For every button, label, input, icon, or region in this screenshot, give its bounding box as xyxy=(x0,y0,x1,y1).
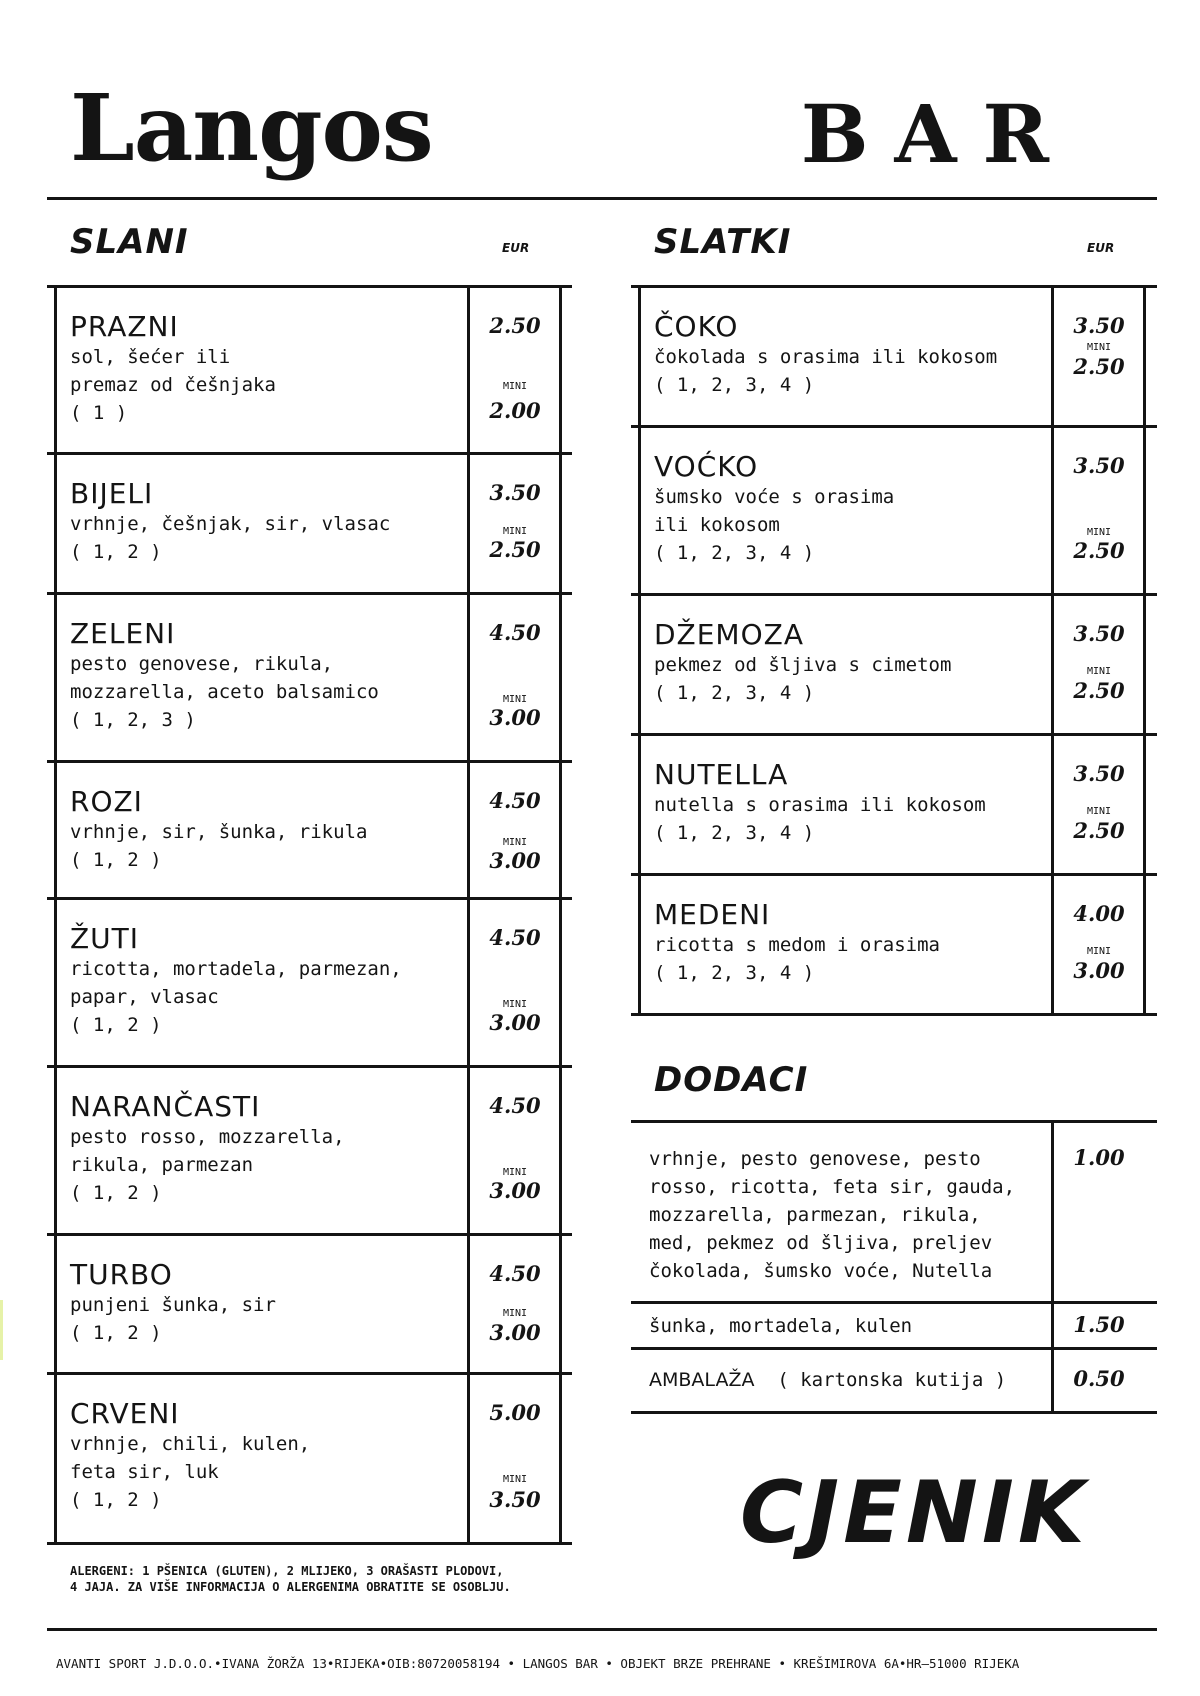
allergen-line-2: 4 JAJA. ZA VIŠE INFORMACIJA O ALERGENIMA OBRATITE SE OSOBLJU. xyxy=(70,1580,511,1594)
item-name: NUTELLA xyxy=(654,758,789,791)
dodaci-price: 1.50 xyxy=(1073,1312,1125,1337)
menu-item xyxy=(631,736,1157,876)
logo-bar: BAR xyxy=(800,87,1075,181)
menu-item xyxy=(47,763,572,900)
item-name: NARANČASTI xyxy=(70,1090,261,1123)
logo-langos: Langos xyxy=(70,74,433,182)
item-name: ROZI xyxy=(70,785,143,818)
item-price: 3.50 xyxy=(1073,621,1125,646)
item-price: 4.50 xyxy=(489,925,541,950)
item-description: sol, šećer ili premaz od češnjaka ( 1 ) xyxy=(70,346,276,424)
menu-item xyxy=(631,876,1157,1016)
dodaci-price: 0.50 xyxy=(1073,1366,1125,1391)
allergen-line-1: ALERGENI: 1 PŠENICA (GLUTEN), 2 MLIJEKO, 3 ORAŠASTI PLODOVI, xyxy=(70,1564,504,1578)
item-name: BIJELI xyxy=(70,477,154,510)
item-mini-price: 2.50 xyxy=(1073,678,1125,703)
item-description: punjeni šunka, sir ( 1, 2 ) xyxy=(70,1294,276,1344)
dodaci-ingredients: vrhnje, pesto genovese, pesto rosso, ricotta, feta sir, gauda, mozzarella, parmezan, rikula, med, pekmez od šljiva, preljev čokolada, šumsko voće, Nutella xyxy=(649,1148,1016,1282)
currency-label-slatki: EUR xyxy=(1087,241,1115,255)
item-price: 4.50 xyxy=(489,1093,541,1118)
menu-item xyxy=(47,1375,572,1545)
item-mini-label: MINI xyxy=(502,1308,528,1319)
item-mini-label: MINI xyxy=(502,837,528,848)
item-name: TURBO xyxy=(70,1258,173,1291)
item-mini-price: 3.00 xyxy=(1073,958,1125,983)
item-description: vrhnje, sir, šunka, rikula ( 1, 2 ) xyxy=(70,821,368,871)
menu-item xyxy=(631,428,1157,596)
item-description: pekmez od šljiva s cimetom ( 1, 2, 3, 4 ) xyxy=(654,654,952,704)
item-description: vrhnje, chili, kulen, feta sir, luk ( 1, 2 ) xyxy=(70,1433,311,1511)
dodaci-row xyxy=(631,1350,1157,1414)
menu-item xyxy=(47,455,572,595)
item-name: ŽUTI xyxy=(70,922,140,955)
dodaci-table xyxy=(631,1120,1157,1414)
footer-company-info: AVANTI SPORT J.D.O.O.•IVANA ŽORŽA 13•RIJEKA•OIB:80720058194 • LANGOS BAR • OBJEKT BRZE PREHRANE • KREŠIMIROVA 6A•HR—51000 RIJEKA xyxy=(56,1656,1020,1671)
item-price: 4.50 xyxy=(489,620,541,645)
item-price: 4.50 xyxy=(489,788,541,813)
top-divider xyxy=(47,197,1157,200)
item-price: 4.50 xyxy=(489,1261,541,1286)
item-mini-price: 3.50 xyxy=(489,1487,541,1512)
menu-item xyxy=(47,288,572,455)
item-name: CRVENI xyxy=(70,1397,180,1430)
packaging-label: AMBALAŽA xyxy=(649,1369,755,1391)
item-mini-label: MINI xyxy=(1086,342,1112,353)
item-mini-label: MINI xyxy=(502,381,528,392)
dodaci-price: 1.00 xyxy=(1073,1145,1125,1170)
item-price: 3.50 xyxy=(1073,313,1125,338)
item-mini-price: 3.00 xyxy=(489,848,541,873)
item-mini-price: 2.50 xyxy=(1073,354,1125,379)
section-title-slani: SLANI xyxy=(70,222,189,262)
item-mini-label: MINI xyxy=(1086,806,1112,817)
menu-item xyxy=(631,596,1157,736)
item-mini-label: MINI xyxy=(502,526,528,537)
item-mini-label: MINI xyxy=(1086,666,1112,677)
dodaci-ingredients: šunka, mortadela, kulen xyxy=(649,1315,913,1337)
item-price: 3.50 xyxy=(1073,761,1125,786)
menu-item xyxy=(47,595,572,763)
dodaci-packaging xyxy=(649,1366,1006,1394)
dodaci-row xyxy=(631,1123,1157,1304)
slani-table xyxy=(47,285,572,1545)
item-name: VOĆKO xyxy=(654,450,759,483)
item-name: ZELENI xyxy=(70,617,176,650)
item-price: 4.00 xyxy=(1073,901,1125,926)
item-price: 3.50 xyxy=(1073,453,1125,478)
menu-item xyxy=(631,288,1157,428)
item-mini-price: 2.50 xyxy=(489,537,541,562)
bottom-divider xyxy=(47,1628,1157,1631)
menu-item xyxy=(47,900,572,1068)
currency-label-slani: EUR xyxy=(502,241,530,255)
item-mini-price: 3.00 xyxy=(489,1010,541,1035)
item-description: pesto genovese, rikula, mozzarella, aceto balsamico ( 1, 2, 3 ) xyxy=(70,653,379,731)
item-description: nutella s orasima ili kokosom ( 1, 2, 3, 4 ) xyxy=(654,794,986,844)
slatki-table xyxy=(631,285,1157,1016)
item-mini-price: 2.50 xyxy=(1073,818,1125,843)
item-description: vrhnje, češnjak, sir, vlasac ( 1, 2 ) xyxy=(70,513,391,563)
item-mini-label: MINI xyxy=(1086,527,1112,538)
item-name: PRAZNI xyxy=(70,310,179,343)
dodaci-row xyxy=(631,1304,1157,1350)
item-mini-price: 3.00 xyxy=(489,1320,541,1345)
item-mini-label: MINI xyxy=(502,999,528,1010)
item-price: 3.50 xyxy=(489,480,541,505)
menu-item xyxy=(47,1236,572,1375)
item-description: pesto rosso, mozzarella, rikula, parmezan ( 1, 2 ) xyxy=(70,1126,345,1204)
item-name: DŽEMOZA xyxy=(654,618,804,651)
packaging-note: ( kartonska kutija ) xyxy=(777,1369,1007,1391)
item-mini-label: MINI xyxy=(502,1474,528,1485)
section-title-dodaci: DODACI xyxy=(654,1060,809,1100)
cjenik-title: CJENIK xyxy=(740,1463,1089,1563)
item-mini-label: MINI xyxy=(502,694,528,705)
section-title-slatki: SLATKI xyxy=(654,222,792,262)
item-mini-price: 3.00 xyxy=(489,1178,541,1203)
item-description: šumsko voće s orasima ili kokosom ( 1, 2, 3, 4 ) xyxy=(654,486,895,564)
item-mini-label: MINI xyxy=(1086,946,1112,957)
item-mini-price: 2.00 xyxy=(489,398,541,423)
item-description: ricotta, mortadela, parmezan, papar, vlasac ( 1, 2 ) xyxy=(70,958,402,1036)
item-mini-price: 2.50 xyxy=(1073,538,1125,563)
item-description: čokolada s orasima ili kokosom ( 1, 2, 3, 4 ) xyxy=(654,346,998,396)
menu-item xyxy=(47,1068,572,1236)
item-mini-label: MINI xyxy=(502,1167,528,1178)
item-price: 5.00 xyxy=(489,1400,541,1425)
page-edge-mark xyxy=(0,1300,3,1360)
allergen-info xyxy=(70,1563,511,1595)
item-mini-price: 3.00 xyxy=(489,705,541,730)
item-price: 2.50 xyxy=(489,313,541,338)
item-name: MEDENI xyxy=(654,898,771,931)
item-name: ČOKO xyxy=(654,310,739,343)
item-description: ricotta s medom i orasima ( 1, 2, 3, 4 ) xyxy=(654,934,940,984)
